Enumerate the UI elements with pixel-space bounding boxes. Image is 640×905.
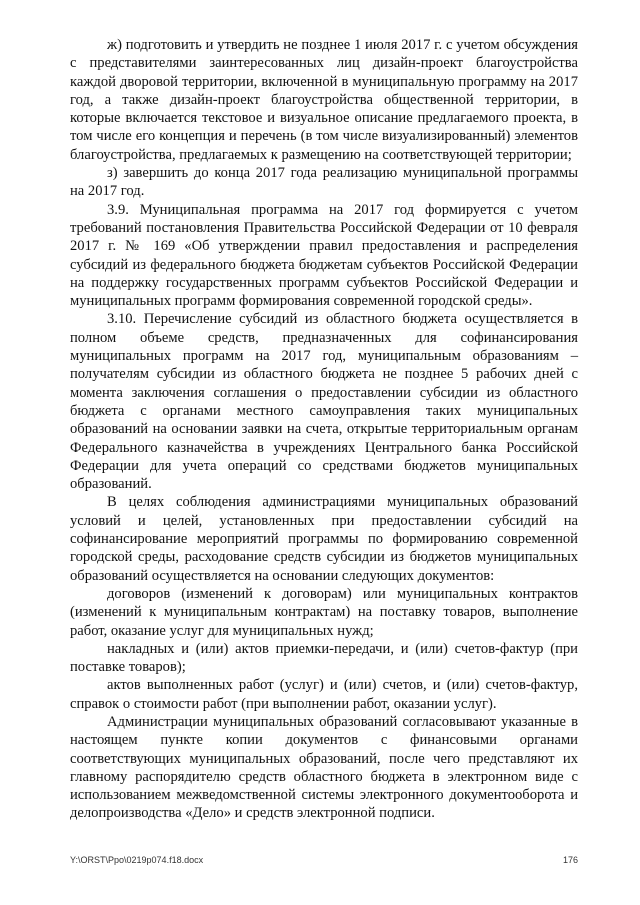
paragraph-3-10: 3.10. Перечисление субсидий из областного бюджета осуществляется в полном объеме средств, предназначенных для софинансирования муниципальных программ на 2017 год, муниципальным образованиям – получателям субсидии из областного бюджета не позднее 5 рабочих дней с момента заключения соглашения о предоставлении субсидии из областного бюджета с органами местного самоуправления таких муниципальных образований на основании заявки на счета, открытые территориальным органам Федерального казначейства в учреждениях Центрального банка Российской Федерации для учета операций со средствами бюджетов муниципальных образований.: [70, 311, 578, 493]
page-footer: [70, 855, 578, 865]
page-number: 176: [562, 855, 578, 865]
paragraph-3-9: 3.9. Муниципальная программа на 2017 год формируется с учетом требований постановления Правительства Российской Федерации от 10 февраля 2017 г. № 169 «Об утверждении правил предоставления и распределения субсидий из федерального бюджета бюджетам субъектов Российской Федерации на поддержку государственных программ субъектов Российской Федерации и муниципальных программ формирования современной городской среды».: [70, 201, 578, 310]
paragraph-doc-contracts: договоров (изменений к договорам) или муниципальных контрактов (изменений к муниципальным контрактам) на поставку товаров, выполнение работ, оказание услуг для муниципальных нужд;: [70, 585, 578, 639]
paragraph-doc-invoices: накладных и (или) актов приемки-передачи, и (или) счетов-фактур (при поставке товаров);: [70, 640, 578, 676]
paragraph-doc-acts: актов выполненных работ (услуг) и (или) счетов, и (или) счетов-фактур, справок о стоимости работ (при выполнении работ, оказании услуг).: [70, 677, 578, 712]
paragraph-item-zh: ж) подготовить и утвердить не позднее 1 июля 2017 г. с учетом обсуждения с представителями заинтересованных лиц дизайн-проект благоустройства каждой дворовой территории, включенной в муниципальную программу на 2017 год, а также дизайн-проект благоустройства общественной территории, в которые включается текстовое и визуальное описание предлагаемого проекта, в том числе его концепция и перечень (в том числе визуализированный) элементов благоустройства, предлагаемых к размещению на соответствующей территории;: [70, 37, 578, 163]
paragraph-item-z: з) завершить до конца 2017 года реализацию муниципальной программы на 2017 год.: [70, 165, 578, 200]
paragraph-conditions: В целях соблюдения администрациями муниципальных образований условий и целей, установленных при предоставлении субсидий на софинансирование мероприятий программы по формированию современной городской среды, расходование средств субсидии из бюджетов муниципальных образований осуществляется на основании следующих документов:: [70, 494, 578, 584]
document-body: [70, 36, 578, 823]
footer-file-path: Y:\ORST\Ppo\0219p074.f18.docx: [70, 855, 204, 865]
paragraph-approval: Администрации муниципальных образований согласовывают указанные в настоящем пункте копии документов с финансовыми органами соответствующих муниципальных образований, после чего представляют их главному распорядителю средств областного бюджета в электронном виде с использованием межведомственной системы электронного документооборота и делопроизводства «Дело» и средств электронной подписи.: [70, 713, 578, 822]
